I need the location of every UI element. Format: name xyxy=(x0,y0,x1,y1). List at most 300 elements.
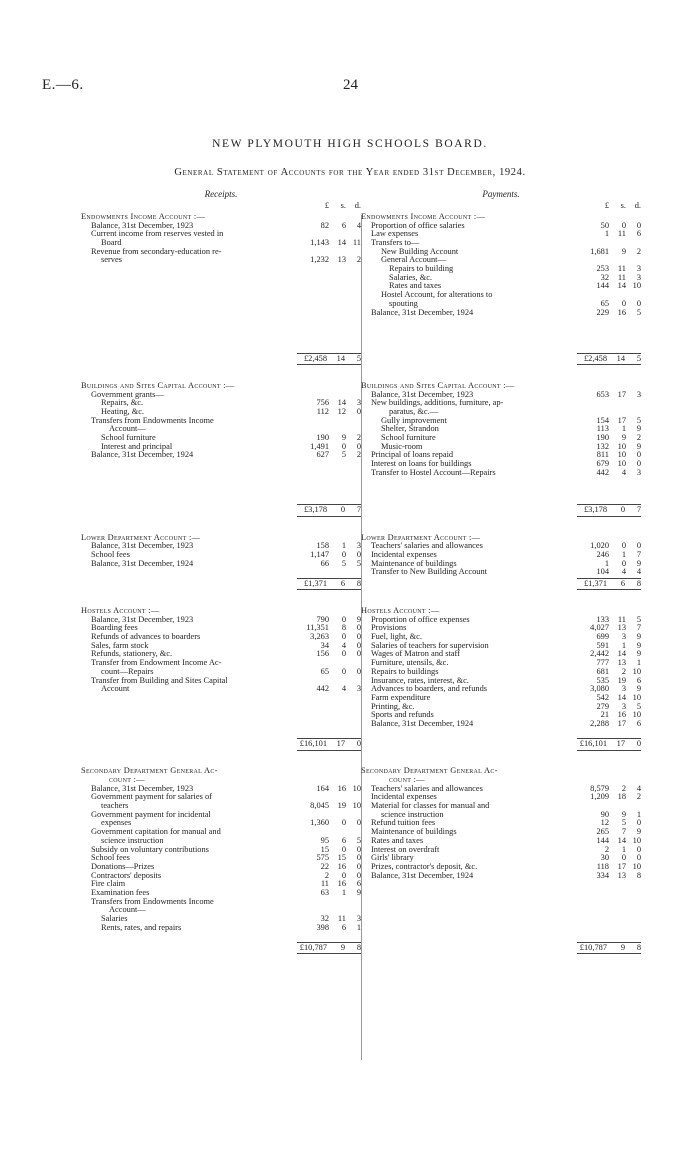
shillings-value: 18 xyxy=(617,792,626,802)
account-line xyxy=(81,659,361,668)
line-description: School furniture xyxy=(381,434,436,443)
pounds-value: 164 xyxy=(316,783,329,793)
total-shillings: 0 xyxy=(340,505,345,515)
account-line xyxy=(81,767,361,776)
account-line xyxy=(81,213,361,222)
pounds-value: 132 xyxy=(596,441,609,451)
line-description: Advances to boarders, and refunds xyxy=(371,685,488,694)
pence-unit: d. xyxy=(634,201,641,210)
pence-value: 0 xyxy=(356,441,361,451)
pounds-value: 118 xyxy=(596,861,609,871)
pounds-value: 8,579 xyxy=(590,783,609,793)
shillings-value: 14 xyxy=(337,398,346,408)
total-pence: 8 xyxy=(636,578,641,588)
blank-line xyxy=(81,486,361,495)
blank-line xyxy=(81,495,361,504)
account-line xyxy=(81,560,361,569)
line-description: Interest on overdraft xyxy=(371,845,440,854)
line-description: Balance, 31st December, 1924 xyxy=(371,719,474,728)
blank-line xyxy=(361,898,641,907)
pence-value: 4 xyxy=(356,220,361,230)
shillings-value: 0 xyxy=(341,614,346,624)
pence-value: 3 xyxy=(636,272,641,282)
account-section xyxy=(81,534,361,607)
pounds-value: 22 xyxy=(320,861,329,871)
pence-value: 0 xyxy=(356,623,361,633)
account-line xyxy=(361,265,641,274)
pounds-value: 442 xyxy=(596,467,609,477)
shillings-value: 14 xyxy=(337,238,346,248)
line-description: Account— xyxy=(109,425,146,434)
pence-value: 0 xyxy=(636,450,641,460)
pence-value: 0 xyxy=(356,861,361,871)
line-description: New Building Account xyxy=(381,247,459,256)
account-heading: Buildings and Sites Capital Account :— xyxy=(81,381,235,390)
pounds-unit: £ xyxy=(604,201,609,210)
pounds-value: 34 xyxy=(320,640,329,650)
line-description: Government capitation for manual and xyxy=(91,828,221,837)
pounds-value: 154 xyxy=(596,415,609,425)
account-heading: count :— xyxy=(389,776,425,785)
section-total-amount xyxy=(577,578,641,591)
shillings-value: 6 xyxy=(341,835,346,845)
line-description: Balance, 31st December, 1923 xyxy=(91,221,194,230)
section-gap xyxy=(81,591,361,607)
account-line xyxy=(81,872,361,881)
pence-value: 10 xyxy=(632,710,641,720)
pounds-value: 1,681 xyxy=(590,246,609,256)
shillings-value: 5 xyxy=(621,818,626,828)
pounds-value: 66 xyxy=(320,558,329,568)
section-total-amount xyxy=(297,738,361,751)
pence-value: 3 xyxy=(636,264,641,274)
account-line xyxy=(361,703,641,712)
pounds-value: 1 xyxy=(604,229,609,239)
pence-value: 6 xyxy=(636,675,641,685)
shillings-value: 0 xyxy=(341,870,346,880)
pounds-value: 334 xyxy=(596,870,609,880)
shillings-value: 13 xyxy=(617,658,626,668)
pounds-value: 65 xyxy=(600,298,609,308)
line-description: Proportion of office salaries xyxy=(371,221,465,230)
shillings-value: 10 xyxy=(617,450,626,460)
pence-value: 3 xyxy=(356,398,361,408)
line-description: Fuel, light, &c. xyxy=(371,633,422,642)
pounds-value: 777 xyxy=(596,658,609,668)
line-description: Balance, 31st December, 1923 xyxy=(91,615,194,624)
line-description: Teachers' salaries and allowances xyxy=(371,784,483,793)
blank-line xyxy=(81,729,361,738)
line-description: School fees xyxy=(91,854,130,863)
pence-value: 2 xyxy=(356,450,361,460)
line-description: School furniture xyxy=(101,434,156,443)
account-section xyxy=(361,767,641,955)
line-description: Maintenance of buildings xyxy=(371,559,457,568)
blank-line xyxy=(81,720,361,729)
pounds-value: 1,209 xyxy=(590,792,609,802)
blank-line xyxy=(81,703,361,712)
blank-line xyxy=(361,335,641,344)
shillings-value: 14 xyxy=(617,692,626,702)
total-pounds: £1,371 xyxy=(303,578,327,588)
account-line xyxy=(81,651,361,660)
pence-value: 2 xyxy=(636,792,641,802)
pounds-value: 1 xyxy=(604,558,609,568)
shillings-value: 1 xyxy=(621,844,626,854)
shillings-value: 1 xyxy=(621,640,626,650)
pence-value: 0 xyxy=(356,853,361,863)
pence-value: 9 xyxy=(636,649,641,659)
shillings-value: 16 xyxy=(617,710,626,720)
line-description: count—Repairs xyxy=(101,667,154,676)
pence-value: 0 xyxy=(636,220,641,230)
account-line xyxy=(361,767,641,776)
pounds-value: 1,147 xyxy=(310,549,329,559)
pence-value: 5 xyxy=(636,415,641,425)
line-description: Repairs, &c. xyxy=(101,399,144,408)
shillings-value: 0 xyxy=(621,541,626,551)
pounds-value: 190 xyxy=(316,433,329,443)
line-description: Gully improvement xyxy=(381,416,447,425)
pounds-value: 113 xyxy=(596,424,609,434)
section-total xyxy=(361,577,641,591)
shillings-value: 16 xyxy=(337,879,346,889)
total-shillings: 9 xyxy=(340,942,345,952)
shillings-value: 17 xyxy=(617,415,626,425)
pence-value: 9 xyxy=(636,632,641,642)
total-pounds: £10,787 xyxy=(579,942,607,952)
shillings-value: 10 xyxy=(617,441,626,451)
account-line xyxy=(361,399,641,408)
line-description: Balance, 31st December, 1924 xyxy=(371,871,474,880)
blank-line xyxy=(361,326,641,335)
account-line xyxy=(81,551,361,560)
blank-line xyxy=(81,711,361,720)
pounds-value: 1,360 xyxy=(310,818,329,828)
line-description: Current income from reserves vested in xyxy=(91,230,224,239)
shillings-value: 1 xyxy=(341,541,346,551)
line-description: New buildings, additions, furniture, ap- xyxy=(371,399,504,408)
pounds-value: 229 xyxy=(596,307,609,317)
pence-value: 11 xyxy=(352,238,361,248)
line-description: Refund tuition fees xyxy=(371,819,436,828)
total-pounds: £2,458 xyxy=(583,353,607,363)
pounds-value: 30 xyxy=(600,853,609,863)
line-description: science instruction xyxy=(381,810,444,819)
shillings-value: 16 xyxy=(337,783,346,793)
pounds-value: 279 xyxy=(596,701,609,711)
section-gap xyxy=(361,518,641,534)
account-section xyxy=(81,607,361,767)
blank-line xyxy=(81,460,361,469)
line-description: Proportion of office expenses xyxy=(371,615,470,624)
pounds-value: 591 xyxy=(596,640,609,650)
account-line xyxy=(361,793,641,802)
line-description: Revenue from secondary-education re- xyxy=(91,247,222,256)
line-description: Subsidy on voluntary contributions xyxy=(91,845,209,854)
shillings-value: 11 xyxy=(337,914,346,924)
pence-value: 0 xyxy=(356,649,361,659)
receipts-units xyxy=(81,202,361,213)
pence-value: 3 xyxy=(356,914,361,924)
pence-value: 10 xyxy=(352,783,361,793)
line-description: Refunds of advances to boarders xyxy=(91,633,201,642)
pounds-value: 1,020 xyxy=(590,541,609,551)
line-description: Balance, 31st December, 1923 xyxy=(371,390,474,399)
shillings-value: 2 xyxy=(621,783,626,793)
line-description: General Account— xyxy=(381,256,446,265)
pounds-value: 2 xyxy=(324,870,329,880)
pounds-value: 50 xyxy=(600,220,609,230)
pence-value: 3 xyxy=(356,541,361,551)
pence-value: 9 xyxy=(356,614,361,624)
section-total-amount xyxy=(297,353,361,366)
line-description: Printing, &c. xyxy=(371,702,415,711)
blank-line xyxy=(361,932,641,941)
blank-line xyxy=(81,300,361,309)
account-line xyxy=(361,837,641,846)
pounds-value: 253 xyxy=(596,264,609,274)
line-description: Examination fees xyxy=(91,888,150,897)
section-gap xyxy=(361,751,641,767)
account-heading: count :— xyxy=(109,776,145,785)
account-line xyxy=(361,872,641,881)
receipts-body xyxy=(81,213,361,955)
pence-value: 4 xyxy=(636,567,641,577)
shillings-value: 0 xyxy=(341,549,346,559)
account-line xyxy=(81,668,361,677)
total-pence: 5 xyxy=(356,353,361,363)
account-line xyxy=(81,889,361,898)
account-line xyxy=(81,239,361,248)
shillings-value: 9 xyxy=(621,809,626,819)
pounds-value: 2,288 xyxy=(590,718,609,728)
blank-line xyxy=(81,568,361,577)
blank-line xyxy=(81,469,361,478)
shillings-value: 11 xyxy=(617,264,626,274)
shillings-unit: s. xyxy=(340,201,346,210)
shillings-value: 4 xyxy=(621,467,626,477)
pence-value: 0 xyxy=(356,666,361,676)
pence-value: 2 xyxy=(636,246,641,256)
account-line xyxy=(361,391,641,400)
shillings-value: 16 xyxy=(617,307,626,317)
line-description: Farm expenditure xyxy=(371,693,431,702)
total-pence: 5 xyxy=(636,353,641,363)
shillings-value: 10 xyxy=(617,459,626,469)
shillings-value: 0 xyxy=(341,666,346,676)
pence-value: 10 xyxy=(632,281,641,291)
account-line xyxy=(81,256,361,265)
shillings-value: 13 xyxy=(617,870,626,880)
account-line xyxy=(361,551,641,560)
shillings-value: 6 xyxy=(341,922,346,932)
shillings-value: 3 xyxy=(621,701,626,711)
total-pence: 0 xyxy=(356,739,361,749)
line-description: Transfer from Endowment Income Ac- xyxy=(91,659,222,668)
pounds-value: 1,491 xyxy=(310,441,329,451)
line-description: Transfer to New Building Account xyxy=(371,568,487,577)
account-line xyxy=(361,720,641,729)
pounds-value: 12 xyxy=(600,818,609,828)
account-line xyxy=(361,213,641,222)
blank-line xyxy=(81,274,361,283)
account-line xyxy=(361,291,641,300)
account-section xyxy=(361,607,641,767)
blank-line xyxy=(361,317,641,326)
line-description: Incidental expenses xyxy=(371,793,437,802)
line-description: Teachers' salaries and allowances xyxy=(371,542,483,551)
section-total xyxy=(361,737,641,751)
pounds-value: 3,263 xyxy=(310,632,329,642)
shillings-value: 11 xyxy=(617,614,626,624)
blank-line xyxy=(361,478,641,487)
line-description: Government payment for incidental xyxy=(91,810,211,819)
line-description: Transfers from Endowments Income xyxy=(91,897,214,906)
total-pounds: £1,371 xyxy=(583,578,607,588)
line-description: Heating, &c. xyxy=(101,408,145,417)
receipts-column xyxy=(81,190,361,955)
total-shillings: 6 xyxy=(340,578,345,588)
line-description: Furniture, utensils, &c. xyxy=(371,659,449,668)
pounds-value: 1,232 xyxy=(310,255,329,265)
pounds-value: 699 xyxy=(596,632,609,642)
shillings-value: 11 xyxy=(617,272,626,282)
account-line xyxy=(361,469,641,478)
section-total xyxy=(81,577,361,591)
line-description: Provisions xyxy=(371,624,407,633)
line-description: Wages of Matron and staff xyxy=(371,650,460,659)
account-line xyxy=(361,283,641,292)
document-subtitle: General Statement of Accounts for the Year ended 31st December, 1924. xyxy=(174,167,526,178)
line-description: Boarding fees xyxy=(91,624,138,633)
section-total xyxy=(81,737,361,751)
pounds-value: 4,027 xyxy=(590,623,609,633)
pence-value: 9 xyxy=(356,887,361,897)
account-line xyxy=(81,854,361,863)
total-pence: 7 xyxy=(636,505,641,515)
line-description: Maintenance of buildings xyxy=(371,828,457,837)
pence-value: 7 xyxy=(636,623,641,633)
line-description: Interest and principal xyxy=(101,442,173,451)
total-pounds: £16,101 xyxy=(299,739,327,749)
total-pence: 7 xyxy=(356,505,361,515)
line-description: Salaries of teachers for supervision xyxy=(371,641,489,650)
pounds-value: 95 xyxy=(320,835,329,845)
pounds-value: 104 xyxy=(596,567,609,577)
total-pounds: £3,178 xyxy=(303,505,327,515)
account-heading: Lower Department Account :— xyxy=(361,533,481,542)
section-total xyxy=(81,352,361,366)
shillings-value: 11 xyxy=(617,229,626,239)
account-line xyxy=(81,452,361,461)
pence-value: 4 xyxy=(636,783,641,793)
shillings-value: 9 xyxy=(621,246,626,256)
pounds-value: 246 xyxy=(596,549,609,559)
section-gap xyxy=(361,366,641,382)
shillings-value: 0 xyxy=(621,298,626,308)
total-pounds: £16,101 xyxy=(579,739,607,749)
pence-value: 6 xyxy=(636,718,641,728)
account-line xyxy=(81,685,361,694)
account-heading: Endowments Income Account :— xyxy=(81,212,206,221)
line-description: Principal of loans repaid xyxy=(371,451,454,460)
pounds-value: 15 xyxy=(320,844,329,854)
account-line xyxy=(361,309,641,318)
pence-value: 5 xyxy=(636,614,641,624)
blank-line xyxy=(361,343,641,352)
pounds-value: 21 xyxy=(600,710,609,720)
account-line xyxy=(81,837,361,846)
pence-value: 5 xyxy=(636,307,641,317)
account-line xyxy=(361,222,641,231)
shillings-value: 17 xyxy=(617,718,626,728)
section-gap xyxy=(361,591,641,607)
account-section xyxy=(361,534,641,607)
section-total xyxy=(361,941,641,955)
shillings-value: 14 xyxy=(617,835,626,845)
account-line xyxy=(81,408,361,417)
blank-line xyxy=(361,889,641,898)
account-section xyxy=(81,382,361,534)
account-line xyxy=(361,230,641,239)
line-description: Music-room xyxy=(381,442,423,451)
shillings-value: 1 xyxy=(621,424,626,434)
pounds-value: 133 xyxy=(596,614,609,624)
shillings-value: 4 xyxy=(341,640,346,650)
line-description: Transfers to— xyxy=(371,239,420,248)
section-total-amount xyxy=(577,504,641,517)
pence-value: 3 xyxy=(636,389,641,399)
pence-value: 0 xyxy=(356,844,361,854)
shillings-value: 15 xyxy=(337,853,346,863)
shillings-value: 0 xyxy=(341,632,346,642)
pounds-value: 112 xyxy=(316,407,329,417)
blank-line xyxy=(81,291,361,300)
pence-value: 1 xyxy=(636,658,641,668)
receipts-heading: Receipts. xyxy=(204,189,238,199)
payments-heading: Payments. xyxy=(482,189,520,199)
account-heading: Endowments Income Account :— xyxy=(361,212,486,221)
pence-value: 10 xyxy=(632,835,641,845)
shillings-value: 1 xyxy=(621,549,626,559)
shillings-value: 14 xyxy=(617,281,626,291)
line-description: Government grants— xyxy=(91,390,164,399)
pence-value: 5 xyxy=(636,701,641,711)
pence-value: 0 xyxy=(356,640,361,650)
section-total xyxy=(361,352,641,366)
line-description: Transfer from Building and Sites Capital xyxy=(91,676,228,685)
line-description: Donations—Prizes xyxy=(91,862,155,871)
line-description: Balance, 31st December, 1923 xyxy=(91,542,194,551)
shillings-value: 0 xyxy=(341,844,346,854)
pence-value: 10 xyxy=(352,801,361,811)
pence-value: 2 xyxy=(636,433,641,443)
shillings-value: 14 xyxy=(617,649,626,659)
pounds-value: 82 xyxy=(320,220,329,230)
section-gap xyxy=(81,366,361,382)
pence-value: 3 xyxy=(636,467,641,477)
section-total-amount xyxy=(577,942,641,955)
total-pence: 8 xyxy=(636,942,641,952)
account-line xyxy=(81,222,361,231)
line-description: Account xyxy=(101,685,130,694)
blank-line xyxy=(81,317,361,326)
account-line xyxy=(361,248,641,257)
section-total xyxy=(81,941,361,955)
blank-line xyxy=(361,495,641,504)
pence-value: 0 xyxy=(356,870,361,880)
